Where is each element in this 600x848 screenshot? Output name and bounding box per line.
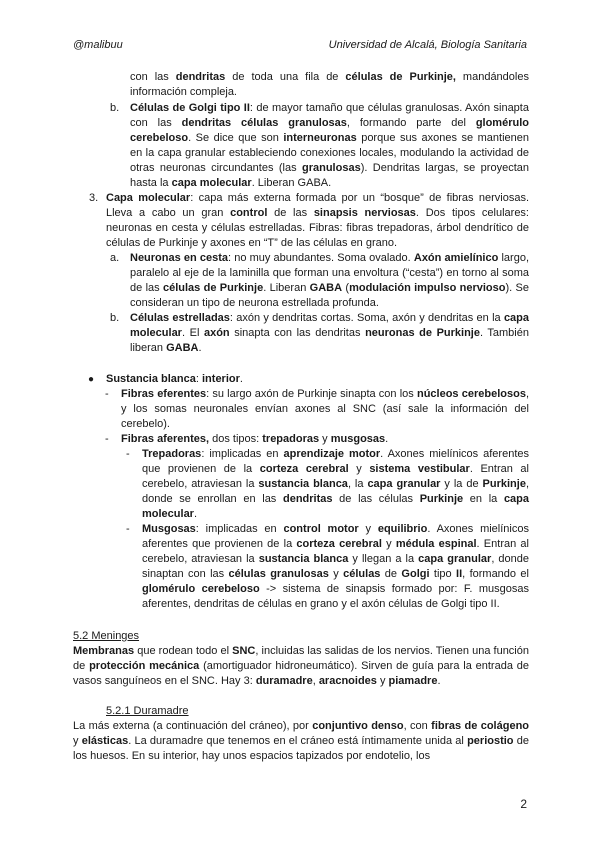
header-course: Universidad de Alcalá, Biología Sanitaria bbox=[328, 39, 527, 51]
dash-marker: - bbox=[126, 448, 130, 460]
sustancia-blanca-text: Sustancia blanca: interior. bbox=[106, 373, 243, 385]
golgi-text: Células de Golgi tipo II: de mayor tamaño que células granulosas. Axón sinapta con las dendritas células granulosas, formando parte del glomérulo cerebeloso. Se dice que son interneuronas porque sus axones se mantienen en la capa granular estableciendo conexiones locales, modulando la actividad de otras neuronas circundantes (las granulosas). Dendritas largas, se proyectan hasta la capa molecular. Liberan GABA. bbox=[130, 102, 529, 189]
meninges-paragraph: Membranas que rodean todo el SNC, incluidas las salidas de los nervios. Tienen una función de protección mecánica (amortiguador hidroneumático). Sirven de guía para la entrada de vasos sanguíneos en el SNC. Hay 3: duramadre, aracnoides y piamadre. bbox=[73, 645, 529, 687]
dash-item-fibras-eferentes bbox=[73, 387, 529, 432]
fibras-aferentes-text: Fibras aferentes, dos tipos: trepadoras y musgosas. bbox=[121, 433, 389, 445]
capa-molecular-text: Capa molecular: capa más externa formada por un “bosque” de fibras nerviosas. Lleva a cabo un gran control de las sinapsis nerviosas. Dos tipos celulares: neuronas en cesta y células estrelladas. Fibras: fibras trepadoras, árbol dendrítico de células de Purkinje y axones en “T” de las células en grano. bbox=[106, 192, 529, 249]
list-item-celulas-estrelladas bbox=[73, 311, 529, 356]
dash-marker: - bbox=[105, 433, 109, 445]
list-marker: 3. bbox=[89, 192, 99, 204]
document-body bbox=[73, 70, 529, 764]
section-title-meninges: 5.2 Meninges bbox=[73, 630, 140, 642]
dash-marker: - bbox=[105, 388, 109, 400]
dash-item-fibras-aferentes bbox=[73, 432, 529, 447]
continuation-paragraph: con las dendritas de toda una fila de células de Purkinje, mandándoles información compleja. bbox=[130, 71, 529, 98]
section-title-duramadre: 5.2.1 Duramadre bbox=[106, 705, 189, 717]
celulas-estrelladas-text: Células estrelladas: axón y dendritas cortas. Soma, axón y dendritas en la capa molecular. El axón sinapta con las dendritas neuronas de Purkinje. También liberan GABA. bbox=[130, 312, 530, 354]
dash-marker: - bbox=[126, 523, 130, 535]
list-marker: b. bbox=[110, 102, 120, 114]
list-item-capa-molecular bbox=[73, 191, 529, 251]
musgosas-text: Musgosas: implicadas en control motor y equilibrio. Axones mielínicos aferentes que provienen de la corteza cerebral y médula espinal. Entran al cerebelo, atraviesan la sustancia blanca y llegan a la capa granular, donde sinaptan con las células granulosas y células de Golgi tipo II, formando el glomérulo cerebeloso -> sistema de sinapsis formado por: F. musgosas aferentes, dendritas de células en grano y el axón células de Golgi tipo II. bbox=[142, 523, 530, 610]
bullet-icon: ● bbox=[88, 374, 95, 385]
page-header bbox=[73, 38, 527, 54]
list-marker: a. bbox=[110, 252, 120, 264]
fibras-eferentes-text: Fibras eferentes: su largo axón de Purkinje sinapta con los núcleos cerebelosos, y los somas neuronales envían axones al SNC (así sale la información del cerebelo). bbox=[121, 388, 529, 430]
page-number: 2 bbox=[520, 797, 527, 811]
list-marker: b. bbox=[110, 312, 120, 324]
duramadre-paragraph: La más externa (a continuación del cráneo), por conjuntivo denso, con fibras de colágeno y elásticas. La duramadre que tenemos en el cráneo está íntimamente unida al periostio de los huesos. En su interior, hay unos espacios tapizados por endotelio, los bbox=[73, 720, 530, 762]
bullet-sustancia-blanca bbox=[73, 372, 529, 387]
list-item-golgi bbox=[73, 101, 529, 191]
neuronas-cesta-text: Neuronas en cesta: no muy abundantes. Soma ovalado. Axón amielínico largo, paralelo al eje de la laminilla que forman una envoltura (“cesta”) en torno al soma de las células de Purkinje. Liberan GABA (modulación impulso nervioso). Se consideran un tipo de neurona estrellada profunda. bbox=[130, 252, 529, 309]
dash-item-musgosas bbox=[73, 522, 529, 612]
dash-item-trepadoras bbox=[73, 447, 529, 522]
trepadoras-text: Trepadoras: implicadas en aprendizaje motor. Axones mielínicos aferentes que provienen de la corteza cerebral y sistema vestibular. Entran al cerebelo, atraviesan la sustancia blanca, la capa granular y la de Purkinje, donde se enrollan en las dendritas de las células Purkinje en la capa molecular. bbox=[142, 448, 530, 520]
header-author: @malibuu bbox=[73, 39, 123, 51]
list-item-neuronas-cesta bbox=[73, 251, 529, 311]
